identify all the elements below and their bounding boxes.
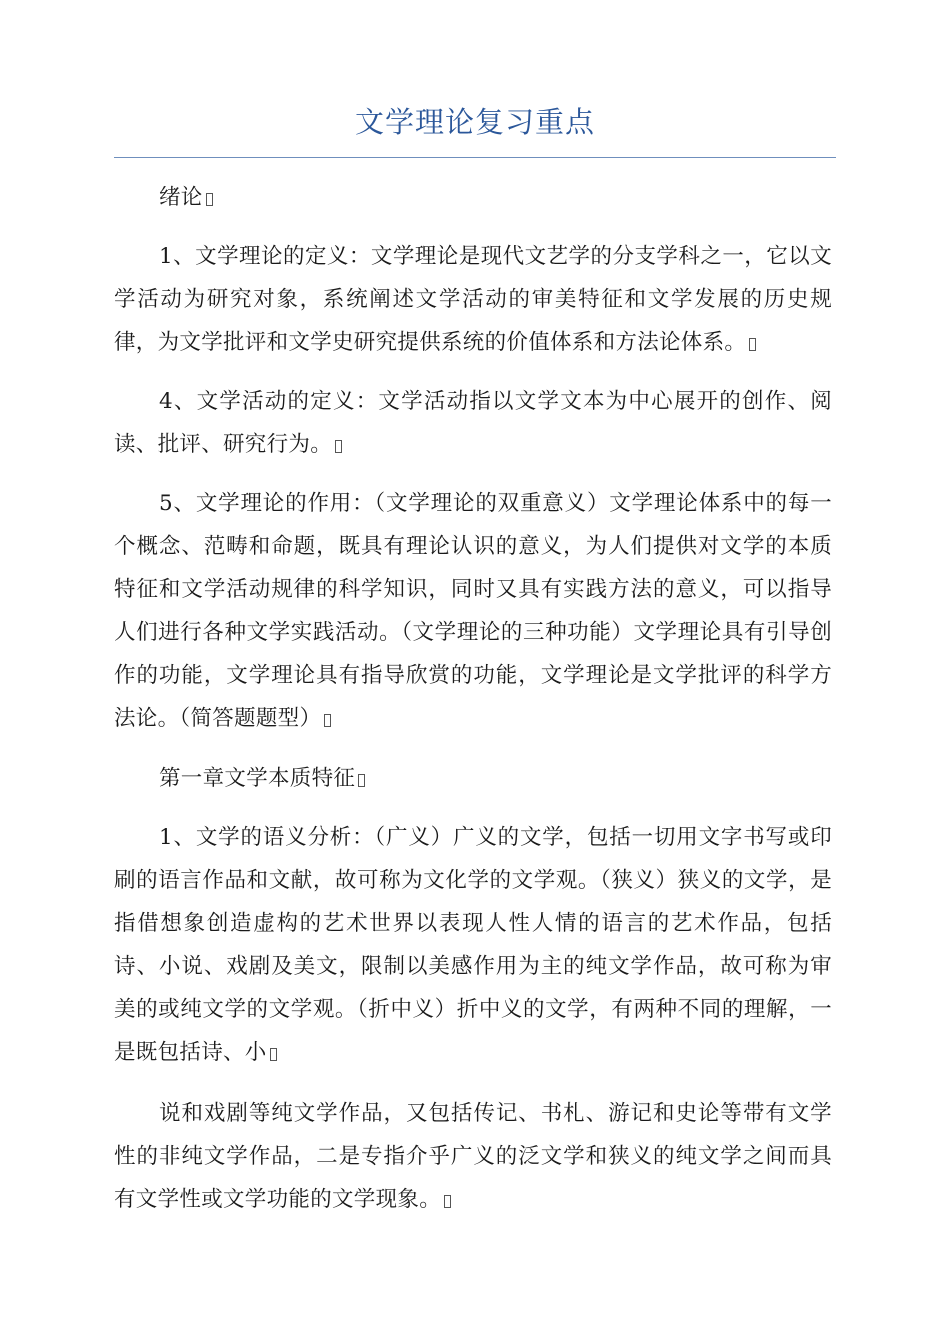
document-title: 文学理论复习重点 — [354, 105, 595, 139]
paragraph-mark-icon — [270, 1048, 277, 1061]
paragraph-semantic-analysis: 1、文学的语义分析：（广义）广义的文学，包括一切用文字书写或印刷的语言作品和文献，故可称为文化学的文学观。（狭义）狭义的文学，是指借想象创造虚构的艺术世界以表现人性人情的语言的艺术作品，包括诗、小说、戏剧及美文，限制以美感作用为主的纯文学作品，故可称为审美的或纯文学的文学观。（折中义）折中义的文学，有两种不同的理解，一是既包括诗、小 — [114, 825, 832, 1065]
paragraph-mark-icon — [358, 774, 365, 787]
paragraph-mark-icon — [324, 714, 331, 727]
paragraph-function: 5、文学理论的作用：（文学理论的双重意义）文学理论体系中的每一个概念、范畴和命题，既具有理论认识的意义，为人们提供对文学的本质特征和文学活动规律的科学知识，同时又具有实践方法的意义，可以指导人们进行各种文学实践活动。（文学理论的三种功能）文学理论具有引导创作的功能，文学理论具有指导欣赏的功能，文学理论是文学批评的科学方法论。（简答题题型） — [114, 491, 832, 731]
title-divider — [114, 157, 836, 158]
paragraph-mark-icon — [206, 193, 213, 206]
paragraph-continuation: 说和戏剧等纯文学作品，又包括传记、书札、游记和史论等带有文学性的非纯文学作品，二是专指介乎广义的泛文学和狭义的纯文学之间而具有文学性或文学功能的文学现象。 — [114, 1101, 832, 1212]
paragraph-mark-icon — [335, 440, 342, 453]
paragraph-mark-icon — [749, 338, 756, 351]
paragraph-definition: 1、文学理论的定义：文学理论是现代文艺学的分支学科之一，它以文学活动为研究对象，系统阐述文学活动的审美特征和文学发展的历史规律，为文学批评和文学史研究提供系统的价值体系和方法论体系。 — [114, 244, 832, 355]
paragraph-mark-icon — [444, 1195, 451, 1208]
section-heading-intro: 绪论 — [114, 176, 832, 219]
section-heading-chapter-one: 第一章文学本质特征 — [114, 757, 832, 800]
paragraph-activity: 4、文学活动的定义：文学活动指以文学文本为中心展开的创作、阅读、批评、研究行为。 — [114, 389, 832, 457]
